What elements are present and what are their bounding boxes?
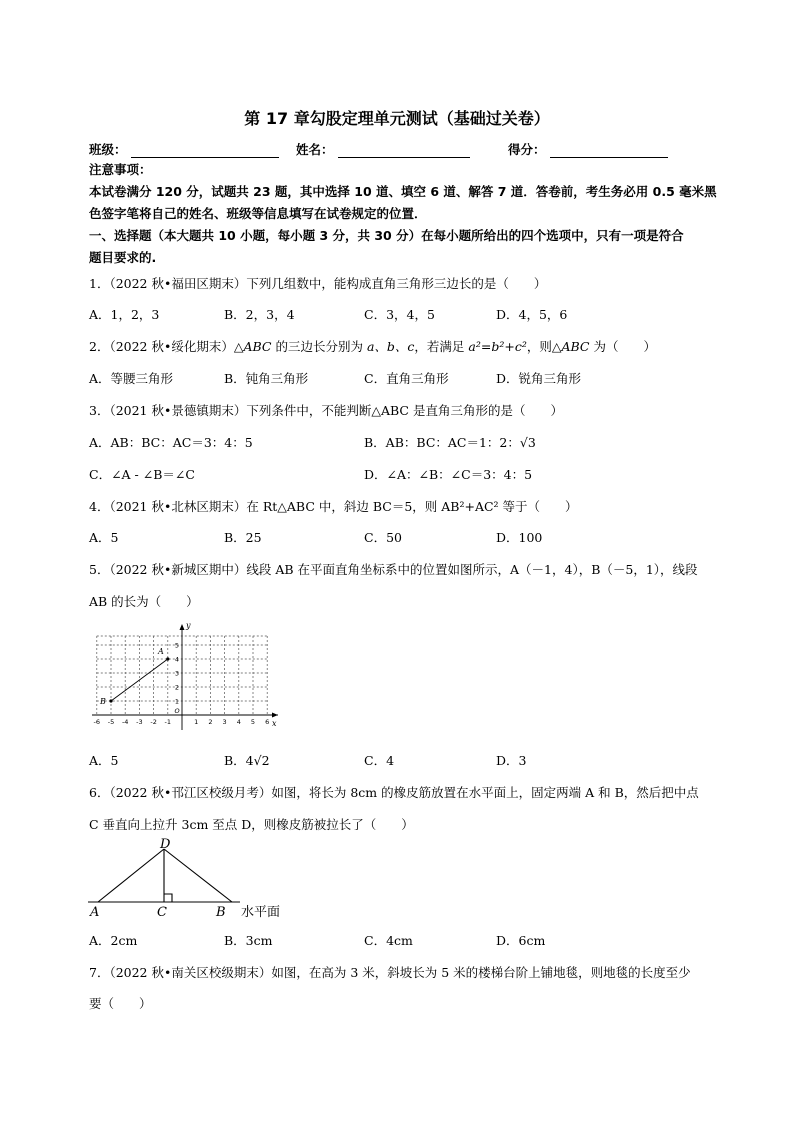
point-b-label: B	[216, 905, 226, 920]
q2-option-c[interactable]: C．直角三角形	[364, 371, 449, 386]
q1-option-b[interactable]: B．2，3，4	[224, 307, 295, 322]
q1-option-c[interactable]: C．3，4，5	[364, 307, 435, 322]
score-blank[interactable]	[550, 143, 668, 158]
q2-stem-part: 的三边长分别为	[271, 339, 367, 354]
class-blank[interactable]	[131, 143, 279, 158]
point-d-label: D	[160, 837, 171, 852]
q2-option-d[interactable]: D．锐角三角形	[496, 371, 582, 386]
x-tick: -6	[93, 718, 101, 726]
point-b-label: B	[100, 697, 106, 706]
q2-option-b[interactable]: B．钝角三角形	[224, 371, 309, 386]
notes-heading: 注意事项：	[89, 162, 152, 177]
name-blank[interactable]	[338, 143, 470, 158]
y-tick: 4	[174, 655, 180, 664]
origin-label: O	[174, 707, 180, 715]
section1-line-2: 题目要求的.	[89, 250, 157, 265]
x-axis-label: x	[272, 719, 277, 728]
q5-option-a[interactable]: A．5	[89, 753, 119, 768]
q2-stem-part: 为（ ）	[589, 339, 656, 354]
q4-option-c[interactable]: C．50	[364, 530, 402, 545]
q5-option-d[interactable]: D．3	[496, 753, 527, 768]
q2-stem-part: ABC	[243, 339, 272, 354]
q1-option-a[interactable]: A．1，2，3	[89, 307, 160, 322]
question-4-stem: 4．（2021 秋•北林区期末）在 Rt△ABC 中，斜边 BC＝5，则 AB²+AC² 等于（ ）	[89, 499, 578, 514]
question-6-stem-line-1: 6．（2022 秋•邗江区校级月考）如图，将长为 8cm 的橡皮筋放置在水平面上，固定两端 A 和 B，然后把中点	[89, 785, 699, 800]
q4-option-b[interactable]: B．25	[224, 530, 262, 545]
q6-option-c[interactable]: C．4cm	[364, 933, 413, 948]
name-label: 姓名：	[296, 142, 334, 157]
q2-stem-part: 2．（2022 秋•绥化期末）△	[89, 339, 244, 354]
point-c-label: C	[157, 905, 167, 920]
q6-option-d[interactable]: D．6cm	[496, 933, 546, 948]
q5-option-b[interactable]: B．4√2	[224, 753, 270, 768]
point-a-label: A	[158, 647, 164, 656]
x-tick: 3	[222, 718, 227, 726]
question-2-stem	[89, 337, 656, 355]
x-tick: 4	[236, 718, 241, 726]
x-tick: 1	[194, 718, 199, 726]
q3-option-b[interactable]: B．AB：BC：AC＝1：2：√3	[364, 435, 536, 450]
question-7-stem-line-2: 要（ ）	[89, 996, 152, 1011]
x-tick: 6	[265, 718, 270, 726]
class-field	[89, 140, 279, 158]
q2-stem-part: ，若满足	[414, 339, 469, 354]
question-5-stem-line-1: 5．（2022 秋•新城区期中）线段 AB 在平面直角坐标系中的位置如图所示，A（－1，4），B（－5，1），线段	[89, 562, 698, 577]
y-tick: 2	[174, 683, 180, 692]
q1-option-d[interactable]: D．4，5，6	[496, 307, 568, 322]
y-axis-label: y	[186, 621, 191, 630]
q2-stem-part: ，则△	[526, 339, 562, 354]
score-field	[508, 140, 668, 158]
x-tick: -5	[107, 718, 115, 726]
notes-line-1: 本试卷满分 120 分，试题共 23 题，其中选择 10 道、填空 6 道、解答 7 道．答卷前，考生务必用 0.5 毫米黑	[89, 184, 717, 199]
y-tick: 5	[174, 641, 180, 650]
q3-option-a[interactable]: A．AB：BC：AC＝3：4：5	[89, 435, 253, 450]
q6-option-a[interactable]: A．2cm	[89, 933, 138, 948]
score-label: 得分：	[508, 142, 546, 157]
q3-option-c[interactable]: C．∠A - ∠B＝∠C	[89, 467, 195, 482]
question-5-stem-line-2: AB 的长为（ ）	[89, 594, 199, 609]
section1-line-1: 一、选择题（本大题共 10 小题，每小题 3 分，共 30 分）在每小题所给出的四个选项中，只有一项是符合	[89, 228, 684, 243]
x-tick: -2	[150, 718, 157, 726]
notes-line-2: 色签字笔将自己的姓名、班级等信息填写在试卷规定的位置．	[89, 206, 427, 221]
name-field	[296, 140, 470, 158]
q2-option-a[interactable]: A．等腰三角形	[89, 371, 174, 386]
question-7-stem-line-1: 7．（2022 秋•南关区校级期末）如图，在高为 3 米，斜坡长为 5 米的楼梯台阶上铺地毯，则地毯的长度至少	[89, 965, 691, 980]
q2-stem-part: a、b、c	[366, 339, 415, 354]
q4-option-a[interactable]: A．5	[89, 530, 119, 545]
y-tick: 3	[174, 669, 180, 678]
x-tick: -4	[121, 718, 129, 726]
q6-option-b[interactable]: B．3cm	[224, 933, 273, 948]
figure-5-coordinate-plane	[86, 618, 286, 730]
q5-option-c[interactable]: C．4	[364, 753, 395, 768]
q2-stem-part: ABC	[561, 339, 590, 354]
page-title: 第 17 章勾股定理单元测试（基础过关卷）	[244, 109, 550, 128]
y-tick: 1	[174, 697, 180, 706]
question-1-stem: 1．（2022 秋•福田区期末）下列几组数中，能构成直角三角形三边长的是（ ）	[89, 276, 547, 291]
question-3-stem: 3．（2021 秋•景德镇期末）下列条件中，不能判断△ABC 是直角三角形的是（ ）	[89, 403, 563, 418]
q2-equation: a²=b²+c²	[468, 339, 527, 354]
x-tick: 2	[208, 718, 213, 726]
class-label: 班级：	[89, 142, 127, 157]
q4-option-d[interactable]: D．100	[496, 530, 543, 545]
point-a-label: A	[90, 905, 100, 920]
q3-option-d[interactable]: D．∠A：∠B：∠C＝3：4：5	[364, 467, 533, 482]
surface-label: 水平面	[241, 905, 281, 920]
x-tick: 5	[250, 718, 256, 726]
figure-6-triangle	[88, 836, 298, 920]
x-tick: -3	[136, 718, 143, 726]
question-6-stem-line-2: C 垂直向上拉升 3cm 至点 D，则橡皮筋被拉长了（ ）	[89, 817, 414, 832]
x-tick: -1	[164, 718, 172, 726]
